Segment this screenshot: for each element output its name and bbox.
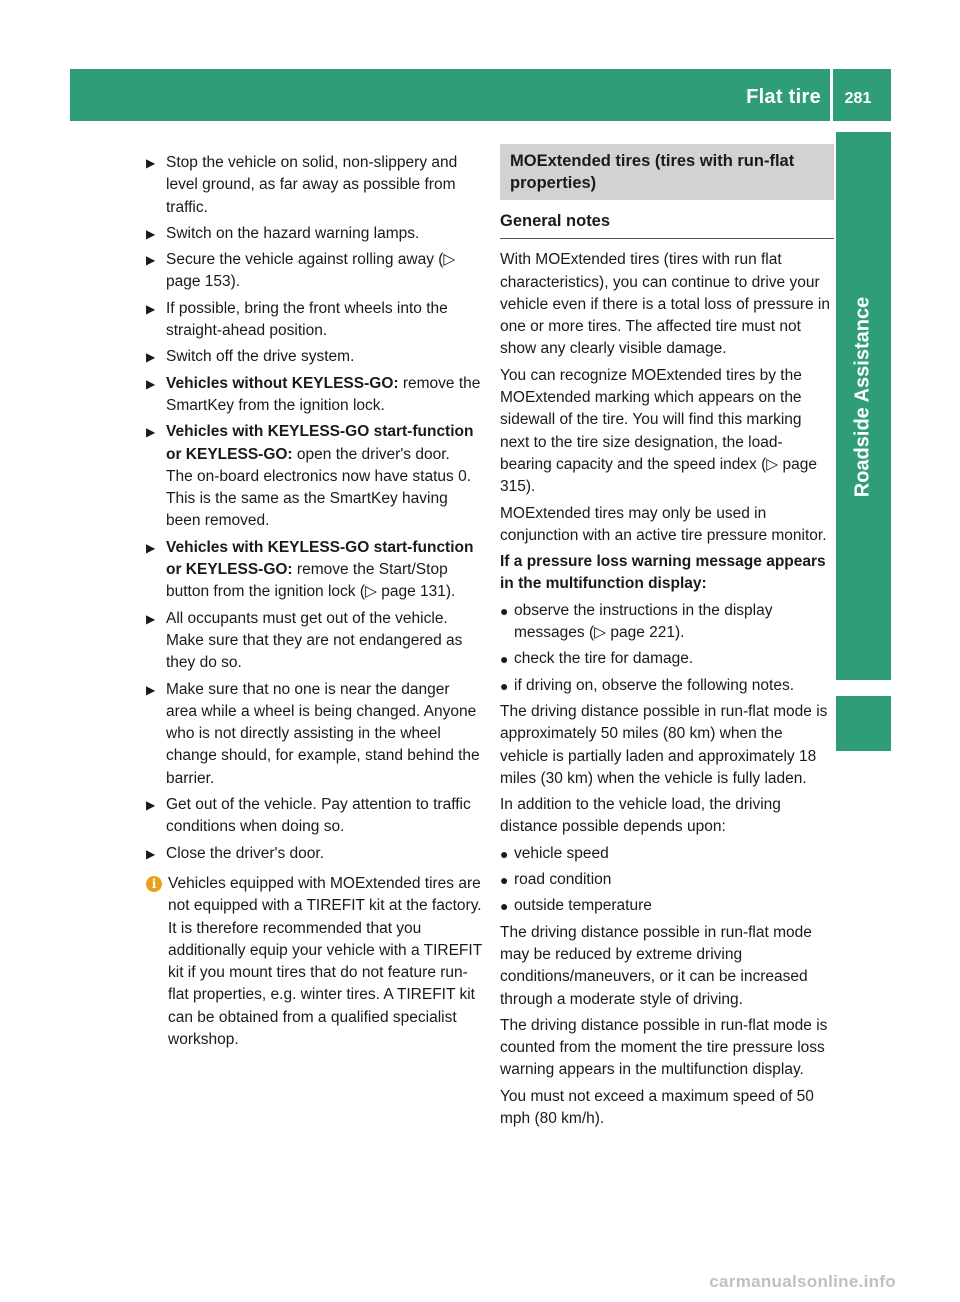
bullet-icon: ● [500, 898, 509, 915]
info-note: i Vehicles equipped with MOExtended tires are not equipped with a TIREFIT kit at the factory. It is therefore recommended that you additionally equip your vehicle with a TIREFIT kit if you mount tires that do not feature run-flat properties, e.g. winter tires. A TIREFIT kit can be obtained from a qualified specialist workshop. [146, 873, 482, 1051]
chapter-title: Flat tire [746, 86, 821, 108]
list-item: ● check the tire for damage. [500, 648, 834, 670]
instruction-step: ▶ All occupants must get out of the vehicle. Make sure that they are not endangered as they do so. [146, 609, 463, 672]
list-item: ● vehicle speed [500, 843, 834, 865]
step-arrow-icon: ▶ [146, 425, 156, 440]
subheading: General notes [500, 210, 834, 239]
step-arrow-icon: ▶ [146, 611, 156, 626]
bullet-icon: ● [500, 677, 509, 694]
list-item: ● road condition [500, 869, 834, 891]
step-arrow-icon: ▶ [146, 226, 156, 241]
step-arrow-icon: ▶ [146, 682, 156, 697]
paragraph: The driving distance possible in run-flat mode may be reduced by extreme driving conditions/maneuvers, or it can be increased through a moderate style of driving. [500, 923, 812, 1008]
right-column [500, 152, 834, 1134]
watermark[interactable]: carmanualsonline.info [709, 1272, 896, 1291]
side-tab-label: Roadside Assistance [851, 296, 874, 498]
left-column [146, 152, 482, 1051]
bullet-icon: ● [500, 602, 509, 619]
side-tab-marker [836, 696, 891, 751]
paragraph: The driving distance possible in run-flat mode is approximately 50 miles (80 km) when the vehicle is partially laden and approximately 18 miles (30 km) when the vehicle is fully laden. [500, 702, 828, 787]
step-arrow-icon: ▶ [146, 350, 156, 365]
step-arrow-icon: ▶ [146, 301, 156, 316]
instruction-step: ▶ Vehicles with KEYLESS-GO start-function or KEYLESS-GO: remove the Start/Stop button from the ignition lock (▷ page 131). [146, 538, 474, 601]
instruction-step: ▶ Switch on the hazard warning lamps. [146, 223, 482, 245]
instruction-step: ▶ Close the driver's door. [146, 843, 482, 865]
paragraph: With MOExtended tires (tires with run flat characteristics), you can continue to drive your vehicle even if there is a total loss of pressure in one or more tires. The affected tire must not show any clearly visible damage. [500, 251, 830, 358]
bullet-icon: ● [500, 872, 509, 889]
instruction-step: ▶ Secure the vehicle against rolling away (▷ page 153). [146, 251, 456, 291]
instruction-step: ▶ Make sure that no one is near the danger area while a wheel is being changed. Anyone who is not directly assisting in the wheel change should, for example, stand behind the barrier. [146, 680, 480, 787]
section-title: MOExtended tires (tires with run-flat properties) [500, 144, 834, 200]
paragraph: The driving distance possible in run-flat mode is counted from the moment the tire pressure loss warning appears in the multifunction display. [500, 1016, 828, 1079]
paragraph: MOExtended tires may only be used in conjunction with an active tire pressure monitor. [500, 504, 827, 544]
instruction-step: ▶ Switch off the drive system. [146, 346, 482, 368]
paragraph: You can recognize MOExtended tires by the MOExtended marking which appears on the sidewall of the tire. You will find this marking next to the tire size designation, the load-bearing capacity and the speed index (▷ page 315). [500, 366, 817, 496]
instruction-step: ▶ If possible, bring the front wheels into the straight-ahead position. [146, 299, 448, 340]
list-item: ● observe the instructions in the display messages (▷ page 221). [500, 601, 773, 642]
list-item: ● if driving on, observe the following notes. [500, 675, 834, 697]
bullet-icon: ● [500, 651, 509, 668]
page-number: 281 [844, 90, 872, 107]
list-item: ● outside temperature [500, 895, 834, 917]
bullet-icon: ● [500, 845, 509, 862]
instruction-step: ▶ Vehicles with KEYLESS-GO start-function or KEYLESS-GO: open the driver's door. The on-board electronics now have status 0. This is the same as the SmartKey having been removed. [146, 423, 474, 530]
instruction-step: ▶ Stop the vehicle on solid, non-slippery and level ground, as far away as possible from traffic. [146, 154, 458, 216]
step-arrow-icon: ▶ [146, 156, 156, 170]
paragraph: You must not exceed a maximum speed of 50 mph (80 km/h). [500, 1087, 814, 1127]
header-divider [830, 69, 833, 121]
bold-intro: If a pressure loss warning message appears in the multifunction display: [500, 553, 826, 593]
paragraph: In addition to the vehicle load, the driving distance possible depends upon: [500, 796, 781, 836]
info-icon: i [146, 876, 162, 892]
section-side-tab [836, 132, 891, 680]
step-arrow-icon: ▶ [146, 376, 156, 391]
instruction-step: ▶ Get out of the vehicle. Pay attention to traffic conditions when doing so. [146, 796, 471, 836]
step-arrow-icon: ▶ [146, 253, 156, 268]
instruction-step: ▶ Vehicles without KEYLESS-GO: remove the SmartKey from the ignition lock. [146, 374, 481, 414]
step-arrow-icon: ▶ [146, 798, 156, 813]
step-arrow-icon: ▶ [146, 540, 156, 555]
step-arrow-icon: ▶ [146, 846, 156, 861]
page-header-bar [70, 69, 891, 121]
